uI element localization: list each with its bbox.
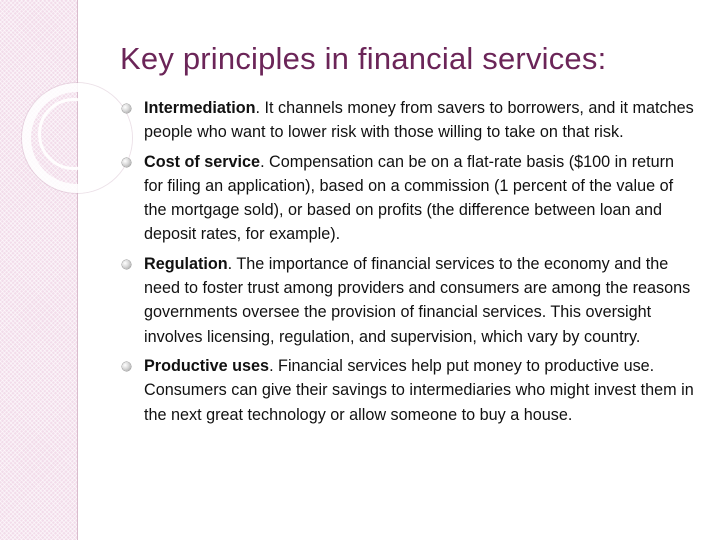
bullet-text: . The importance of financial services to the economy and the need to foster trust among providers and consumers are among the reasons governments oversee the provision of financial services. This oversight involves licensing, regulation, and supervision, which vary by country.	[144, 254, 691, 346]
bullet-text: . Financial services help put money to productive use. Consumers can give their savings to intermediaries who might invest them in the next great technology or allow someone to buy a house.	[144, 356, 694, 424]
bullet-term: Cost of service	[144, 152, 261, 171]
bullet-dot-icon	[122, 362, 131, 371]
bullet-term: Intermediation	[144, 99, 256, 117]
bullet-item-cost-of-service	[120, 150, 695, 247]
bullet-text: . Compensation can be on a flat-rate basis ($100 in return for filing an application), based on a commission (1 percent of the value of the mortgage sold), or based on profits (the difference between loan and deposit rates, for example).	[144, 152, 674, 244]
decorative-sidebar	[0, 0, 78, 540]
bullet-dot-icon	[122, 104, 131, 113]
bullet-text: . It channels money from savers to borrowers, and it matches people who want to lower risk with those willing to take on that risk.	[144, 99, 694, 142]
bullet-term: Productive uses	[144, 356, 270, 375]
bullet-dot-icon	[122, 158, 131, 167]
bullet-term: Regulation	[144, 254, 228, 273]
bullet-list	[120, 96, 695, 432]
bullet-item-regulation	[120, 252, 695, 349]
decorative-ring-inner	[38, 98, 110, 170]
bullet-dot-icon	[122, 260, 131, 269]
slide-title: Key principles in financial services:	[120, 40, 607, 76]
bullet-item-intermediation	[120, 96, 695, 145]
bullet-item-productive-uses	[120, 354, 695, 427]
